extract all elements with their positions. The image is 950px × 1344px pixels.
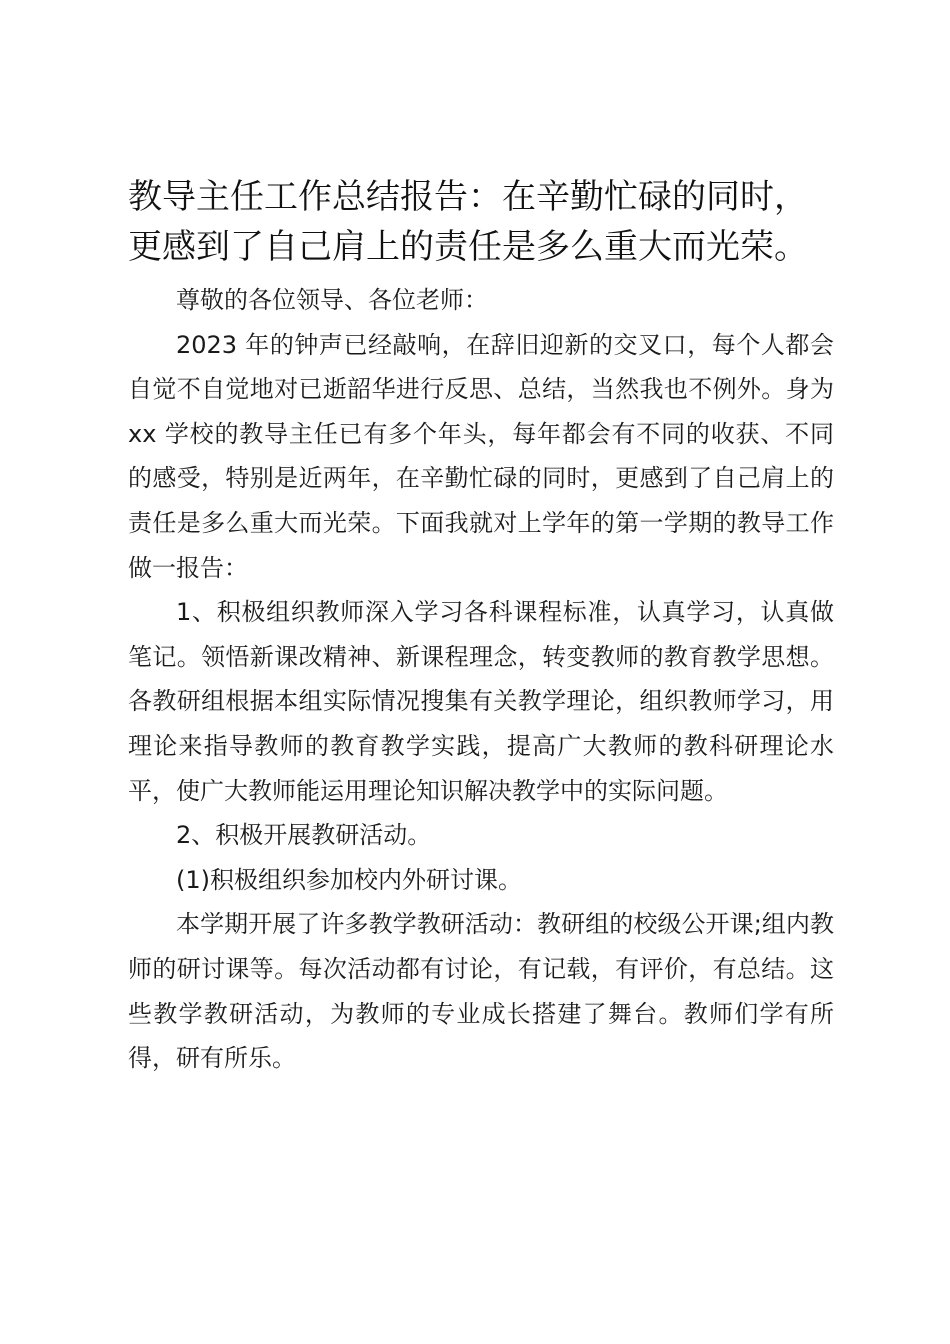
document-page <box>128 172 834 1081</box>
section-2-heading: 2、积极开展教研活动。 <box>176 821 432 850</box>
section-1-paragraph: 1、积极组织教师深入学习各科课程标准，认真学习，认真做笔记。领悟新课改精神、新课程理念，转变教师的教育教学思想。各教研组根据本组实际情况搜集有关教学理论，组织教师学习，用理论来指导教师的教育教学实践，提高广大教师的教科研理论水平，使广大教师能运用理论知识解决教学中的实际问题。 <box>128 598 834 805</box>
salutation-paragraph: 尊敬的各位领导、各位老师： <box>176 286 488 314</box>
document-title: 教导主任工作总结报告：在辛勤忙碌的同时，更感到了自己肩上的责任是多么重大而光荣。 <box>128 177 808 267</box>
subsection-1-paragraph: 本学期开展了许多教学教研活动：教研组的校级公开课;组内教师的研讨课等。每次活动都有讨论，有记载，有评价，有总结。这些教学教研活动，为教师的专业成长搭建了舞台。教师们学有所得，研有所乐。 <box>128 910 834 1073</box>
document-body <box>128 278 834 1081</box>
subsection-1-heading: (1)积极组织参加校内外研讨课。 <box>176 865 522 894</box>
intro-paragraph: 2023 年的钟声已经敲响，在辞旧迎新的交叉口，每个人都会自觉不自觉地对已逝韶华进行反思、总结，当然我也不例外。身为 xx 学校的教导主任已有多个年头，每年都会有不同的收获、不同的感受，特别是近两年，在辛勤忙碌的同时，更感到了自己肩上的责任是多么重大而光荣。下面我就对上学年的第一学期的教导工作做一报告： <box>128 330 834 582</box>
